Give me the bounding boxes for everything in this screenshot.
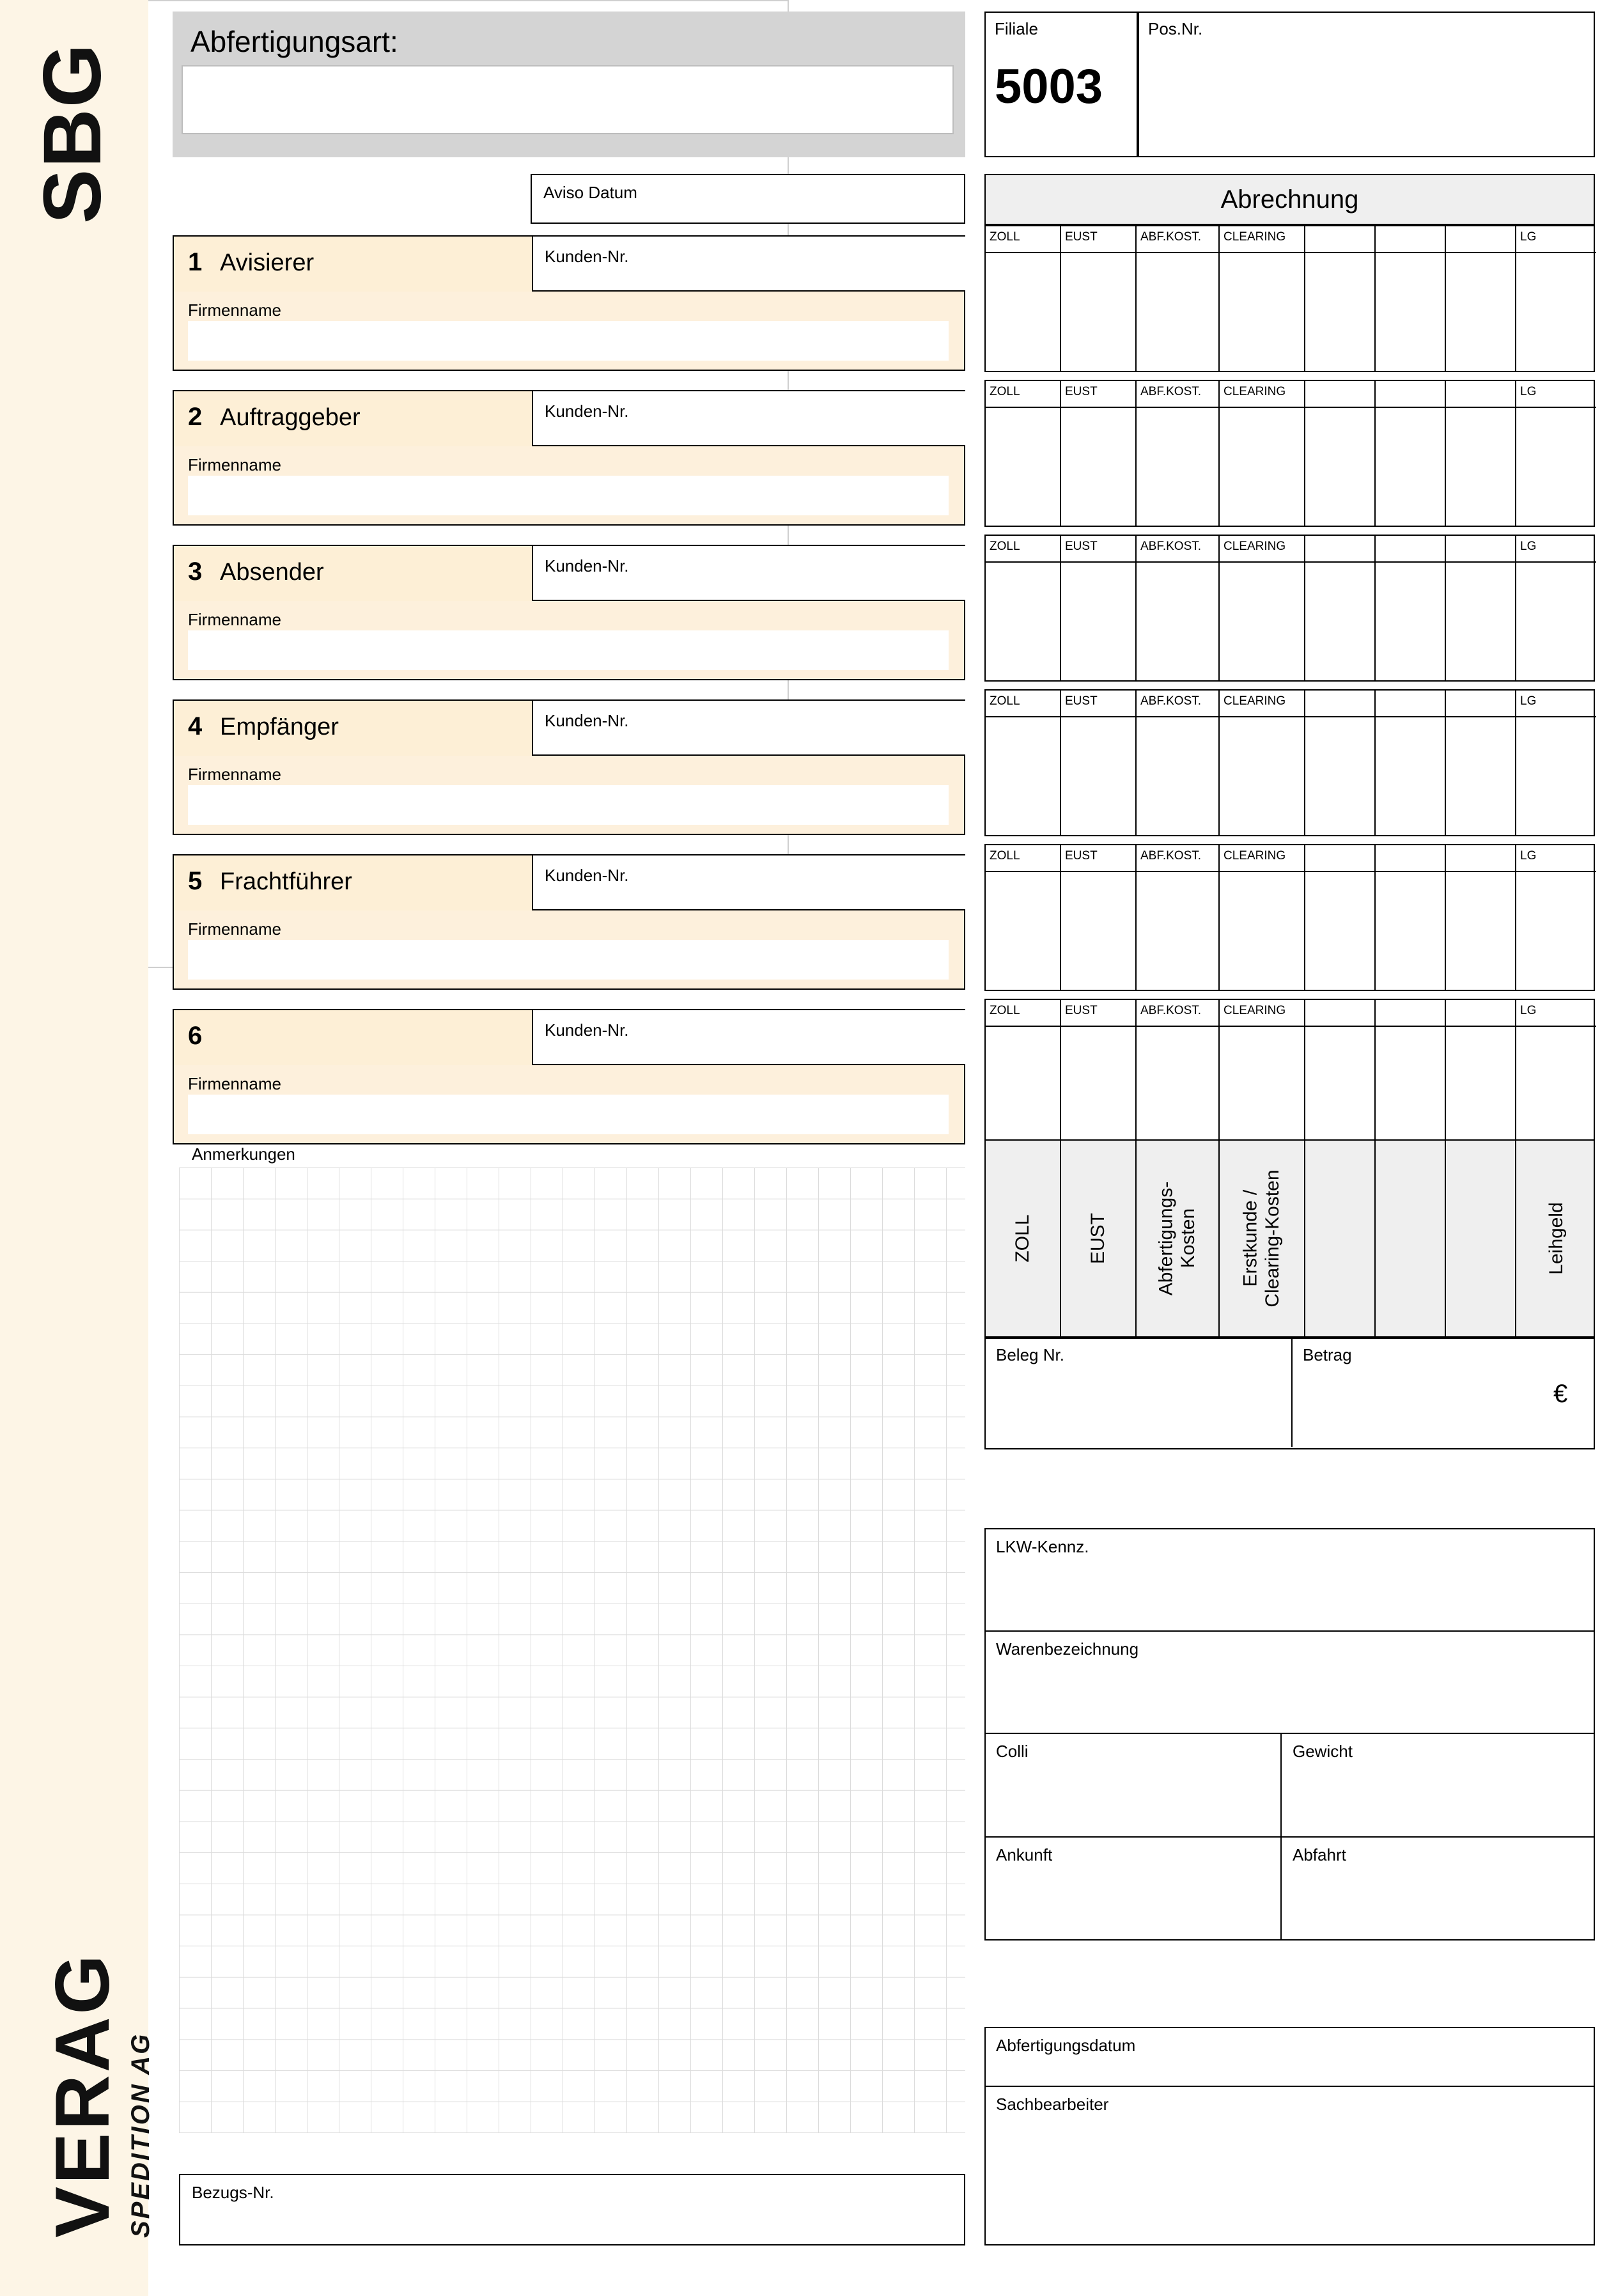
- abrechnung-cell-6[interactable]: [1446, 691, 1516, 835]
- abrechnung-cell-3[interactable]: [1220, 691, 1305, 835]
- party-name: Frachtführer: [220, 868, 352, 895]
- party-number: 6: [188, 1022, 203, 1050]
- abrechnung-cell-2[interactable]: [1137, 691, 1220, 835]
- firmenname-label: Firmenname: [188, 765, 281, 784]
- party-block-3: [173, 545, 965, 680]
- abrechnung-cell-0[interactable]: [986, 1000, 1061, 1144]
- abrechnung-cell-4[interactable]: [1305, 226, 1376, 371]
- abrechnung-summary-label: Erstkunde / Clearing-Kosten: [1239, 1169, 1283, 1308]
- firmenname-block-2: [174, 446, 965, 526]
- abrechnung-summary-cell-5: [1376, 1141, 1446, 1336]
- firmenname-label: Firmenname: [188, 455, 281, 474]
- abrechnung-row: [984, 999, 1595, 1146]
- firmenname-input-1[interactable]: [188, 321, 949, 361]
- beleg-betrag-box: [984, 1338, 1595, 1449]
- abrechnung-col-header: CLEARING: [1224, 385, 1286, 398]
- abrechnung-summary-row: [984, 1139, 1595, 1338]
- party-name: Empfänger: [220, 714, 339, 740]
- party-name: Absender: [220, 559, 324, 586]
- abrechnung-col-header: EUST: [1065, 230, 1098, 244]
- abrechnung-col-header: EUST: [1065, 849, 1098, 863]
- abrechnung-cell-2[interactable]: [1137, 381, 1220, 526]
- abrechnung-cell-0[interactable]: [986, 691, 1061, 835]
- abrechnung-cell-5[interactable]: [1376, 381, 1446, 526]
- abrechnung-col-header: EUST: [1065, 694, 1098, 708]
- kunden-nr-field-2[interactable]: [532, 391, 965, 446]
- abrechnung-col-header: ABF.KOST.: [1140, 694, 1202, 708]
- colli-label: Colli: [996, 1742, 1029, 1761]
- abrechnung-summary-label: ZOLL: [1011, 1214, 1033, 1263]
- firmenname-label: Firmenname: [188, 301, 281, 320]
- party-title-5: [174, 855, 532, 910]
- abrechnung-col-header: LG: [1520, 385, 1537, 398]
- kunden-nr-field-4[interactable]: [532, 701, 965, 756]
- abrechnung-cell-6[interactable]: [1446, 845, 1516, 990]
- abrechnung-summary-cell-1: [1061, 1141, 1137, 1336]
- shipment-divider-vertical: [1280, 1733, 1282, 1941]
- firmenname-input-5[interactable]: [188, 940, 949, 980]
- bezugs-nr-label: Bezugs-Nr.: [192, 2183, 274, 2202]
- abrechnung-cell-1[interactable]: [1061, 536, 1137, 680]
- abrechnung-col-header: EUST: [1065, 1004, 1098, 1017]
- abrechnung-cell-0[interactable]: [986, 845, 1061, 990]
- abrechnung-cell-4[interactable]: [1305, 536, 1376, 680]
- party-number: 1: [188, 248, 203, 276]
- abrechnung-col-header: ZOLL: [990, 849, 1020, 863]
- abrechnung-cell-6[interactable]: [1446, 226, 1516, 371]
- gewicht-label: Gewicht: [1293, 1742, 1353, 1761]
- shipment-divider-3: [984, 1836, 1595, 1838]
- abrechnung-row: [984, 689, 1595, 836]
- abrechnung-cell-5[interactable]: [1376, 691, 1446, 835]
- party-block-1: [173, 235, 965, 371]
- anmerkungen-label: Anmerkungen: [192, 1144, 295, 1164]
- anmerkungen-grid[interactable]: [179, 1168, 965, 2133]
- abrechnung-col-header: ZOLL: [990, 694, 1020, 708]
- abrechnung-summary-cell-4: [1305, 1141, 1376, 1336]
- party-title-2: [174, 391, 532, 446]
- abrechnung-col-header: CLEARING: [1224, 694, 1286, 708]
- abrechnung-summary-label: Leihgeld: [1545, 1202, 1567, 1275]
- abrechnung-cell-7[interactable]: [1516, 536, 1596, 680]
- abrechnung-cell-1[interactable]: [1061, 691, 1137, 835]
- abrechnung-cell-5[interactable]: [1376, 536, 1446, 680]
- currency-symbol: €: [1553, 1380, 1568, 1408]
- abrechnung-cell-3[interactable]: [1220, 226, 1305, 371]
- abrechnung-cell-7[interactable]: [1516, 1000, 1596, 1144]
- filiale-label: Filiale: [995, 19, 1038, 38]
- abrechnung-cell-3[interactable]: [1220, 1000, 1305, 1144]
- abrechnung-row: [984, 844, 1595, 991]
- shipment-divider-1: [984, 1630, 1595, 1632]
- abrechnung-cell-4[interactable]: [1305, 381, 1376, 526]
- abrechnung-col-header: LG: [1520, 849, 1537, 863]
- abrechnung-col-header: CLEARING: [1224, 540, 1286, 553]
- abrechnung-col-header: ZOLL: [990, 540, 1020, 553]
- party-title-4: [174, 701, 532, 756]
- beleg-betrag-divider: [1291, 1338, 1293, 1447]
- ankunft-label: Ankunft: [996, 1845, 1053, 1864]
- party-title-3: [174, 546, 532, 601]
- abrechnung-summary-cell-6: [1446, 1141, 1516, 1336]
- verag-logo-text: VERAG: [40, 1952, 125, 2238]
- final-divider: [984, 2086, 1595, 2087]
- brand-rail: [0, 0, 155, 2296]
- abrechnung-summary-cell-0: [986, 1141, 1061, 1336]
- abrechnung-col-header: ABF.KOST.: [1140, 849, 1202, 863]
- party-title-6: [174, 1010, 532, 1065]
- party-title-1: [174, 237, 532, 292]
- abrechnung-col-header: LG: [1520, 230, 1537, 244]
- abrechnung-cell-1[interactable]: [1061, 1000, 1137, 1144]
- abfertigungsart-label: Abfertigungsart:: [190, 25, 398, 58]
- abrechnung-title: Abrechnung: [1220, 185, 1359, 214]
- firmenname-block-6: [174, 1065, 965, 1144]
- abfertigungsart-input[interactable]: [182, 65, 954, 134]
- abrechnung-cell-3[interactable]: [1220, 381, 1305, 526]
- abrechnung-row: [984, 225, 1595, 372]
- abrechnung-cell-1[interactable]: [1061, 845, 1137, 990]
- abrechnung-summary-label: Abfertigungs- Kosten: [1155, 1181, 1199, 1296]
- party-number: 5: [188, 867, 203, 895]
- party-block-6: [173, 1009, 965, 1144]
- abrechnung-col-header: ABF.KOST.: [1140, 1004, 1202, 1017]
- party-name: Avisierer: [220, 249, 315, 276]
- abrechnung-cell-1[interactable]: [1061, 226, 1137, 371]
- abrechnung-col-header: EUST: [1065, 540, 1098, 553]
- abrechnung-cell-6[interactable]: [1446, 1000, 1516, 1144]
- verag-logo-subtitle: SPEDITION AG: [127, 2032, 155, 2238]
- kunden-nr-label: Kunden-Nr.: [545, 402, 629, 421]
- abrechnung-cell-2[interactable]: [1137, 536, 1220, 680]
- firmenname-block-3: [174, 601, 965, 680]
- kunden-nr-field-1[interactable]: [532, 237, 965, 292]
- abrechnung-col-header: ABF.KOST.: [1140, 230, 1202, 244]
- abrechnung-cell-4[interactable]: [1305, 691, 1376, 835]
- firmenname-label: Firmenname: [188, 919, 281, 939]
- party-block-5: [173, 854, 965, 990]
- sbg-logo: SBG: [27, 42, 118, 224]
- abrechnung-summary-cell-3: [1220, 1141, 1305, 1336]
- abrechnung-cell-7[interactable]: [1516, 691, 1596, 835]
- abrechnung-col-header: LG: [1520, 540, 1537, 553]
- abrechnung-row: [984, 535, 1595, 682]
- firmenname-block-1: [174, 292, 965, 371]
- party-name: Auftraggeber: [220, 404, 361, 431]
- abrechnung-cell-7[interactable]: [1516, 845, 1596, 990]
- abrechnung-cell-5[interactable]: [1376, 1000, 1446, 1144]
- abrechnung-col-header: ZOLL: [990, 1004, 1020, 1017]
- firmenname-label: Firmenname: [188, 1074, 281, 1093]
- firmenname-block-4: [174, 756, 965, 835]
- abrechnung-col-header: EUST: [1065, 385, 1098, 398]
- bezugs-nr-box[interactable]: [179, 2174, 965, 2245]
- abrechnung-col-header: ZOLL: [990, 230, 1020, 244]
- shipment-info-box: [984, 1528, 1595, 1941]
- lkw-kennz-label: LKW-Kennz.: [996, 1537, 1089, 1556]
- abfahrt-label: Abfahrt: [1293, 1845, 1346, 1864]
- abrechnung-col-header: ABF.KOST.: [1140, 385, 1202, 398]
- betrag-label: Betrag: [1303, 1345, 1352, 1364]
- party-block-2: [173, 390, 965, 526]
- party-number: 3: [188, 558, 203, 586]
- abrechnung-col-header: CLEARING: [1224, 230, 1286, 244]
- kunden-nr-label: Kunden-Nr.: [545, 247, 629, 266]
- abrechnung-summary-cell-2: [1137, 1141, 1220, 1336]
- party-number: 2: [188, 403, 203, 431]
- abrechnung-col-header: ZOLL: [990, 385, 1020, 398]
- abrechnung-cell-2[interactable]: [1137, 1000, 1220, 1144]
- filiale-value: 5003: [995, 59, 1103, 114]
- pos-nr-label: Pos.Nr.: [1148, 19, 1203, 38]
- abfertigungsdatum-label: Abfertigungsdatum: [996, 2036, 1136, 2055]
- abrechnung-summary-label: EUST: [1087, 1212, 1108, 1265]
- abrechnung-cell-3[interactable]: [1220, 536, 1305, 680]
- firmenname-input-6[interactable]: [188, 1095, 949, 1134]
- aviso-datum-label: Aviso Datum: [543, 183, 637, 202]
- abrechnung-col-header: ABF.KOST.: [1140, 540, 1202, 553]
- abrechnung-col-header: CLEARING: [1224, 1004, 1286, 1017]
- kunden-nr-field-5[interactable]: [532, 855, 965, 910]
- abrechnung-cell-7[interactable]: [1516, 226, 1596, 371]
- abrechnung-cell-7[interactable]: [1516, 381, 1596, 526]
- party-number: 4: [188, 712, 203, 740]
- party-block-4: [173, 699, 965, 835]
- abrechnung-cell-0[interactable]: [986, 536, 1061, 680]
- abfertigungsart-block: [173, 12, 965, 157]
- verag-logo: [38, 1726, 155, 2238]
- abrechnung-col-header: CLEARING: [1224, 849, 1286, 863]
- abrechnung-summary-cell-7: [1516, 1141, 1596, 1336]
- sachbearbeiter-label: Sachbearbeiter: [996, 2095, 1109, 2114]
- abrechnung-cell-4[interactable]: [1305, 845, 1376, 990]
- abrechnung-cell-3[interactable]: [1220, 845, 1305, 990]
- firmenname-input-4[interactable]: [188, 785, 949, 825]
- abrechnung-cell-2[interactable]: [1137, 226, 1220, 371]
- warenbezeichnung-label: Warenbezeichnung: [996, 1639, 1139, 1659]
- beleg-nr-label: Beleg Nr.: [996, 1345, 1064, 1364]
- abrechnung-cell-2[interactable]: [1137, 845, 1220, 990]
- kunden-nr-label: Kunden-Nr.: [545, 866, 629, 885]
- firmenname-block-5: [174, 910, 965, 990]
- abrechnung-cell-6[interactable]: [1446, 536, 1516, 680]
- abrechnung-cell-0[interactable]: [986, 226, 1061, 371]
- abrechnung-cell-5[interactable]: [1376, 226, 1446, 371]
- abrechnung-col-header: LG: [1520, 1004, 1537, 1017]
- firmenname-label: Firmenname: [188, 610, 281, 629]
- final-info-box: [984, 2027, 1595, 2245]
- abrechnung-cell-0[interactable]: [986, 381, 1061, 526]
- abrechnung-col-header: LG: [1520, 694, 1537, 708]
- abrechnung-cell-1[interactable]: [1061, 381, 1137, 526]
- firmenname-input-3[interactable]: [188, 630, 949, 670]
- abrechnung-row: [984, 380, 1595, 527]
- kunden-nr-field-3[interactable]: [532, 546, 965, 601]
- abrechnung-cell-6[interactable]: [1446, 381, 1516, 526]
- abrechnung-cell-4[interactable]: [1305, 1000, 1376, 1144]
- kunden-nr-field-6[interactable]: [532, 1010, 965, 1065]
- kunden-nr-label: Kunden-Nr.: [545, 556, 629, 575]
- kunden-nr-label: Kunden-Nr.: [545, 711, 629, 730]
- pos-nr-box[interactable]: [1138, 12, 1595, 157]
- abrechnung-cell-5[interactable]: [1376, 845, 1446, 990]
- firmenname-input-2[interactable]: [188, 476, 949, 515]
- kunden-nr-label: Kunden-Nr.: [545, 1020, 629, 1040]
- shipment-divider-2: [984, 1733, 1595, 1734]
